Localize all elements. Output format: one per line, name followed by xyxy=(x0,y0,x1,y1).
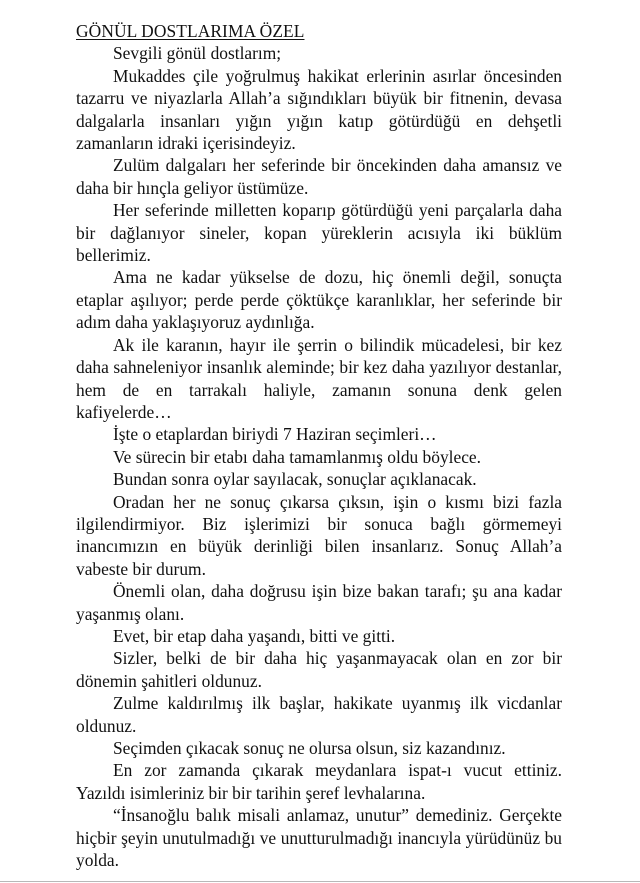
paragraph: Her seferinde milletten koparıp götürdüğü yeni parçalarla daha bir dağlanıyor sineler, kopan yüreklerin acısıyla iki büklüm bellerimiz. xyxy=(76,200,562,266)
paragraph: En zor zamanda çıkarak meydanlara ispat-ı vucut ettiniz. Yazıldı isimleriniz bir bir tarihin şeref levhalarına. xyxy=(76,760,562,803)
paragraph: Seçimden çıkacak sonuç ne olursa olsun, siz kazandınız. xyxy=(113,738,506,758)
paragraph: Zulüm dalgaları her seferinde bir öncekinden daha amansız ve daha bir hınçla geliyor üstümüze. xyxy=(76,155,562,198)
paragraph: Bundan sonra oylar sayılacak, sonuçlar açıklanacak. xyxy=(113,469,477,490)
document-page xyxy=(76,20,562,871)
document-title: GÖNÜL DOSTLARIMA ÖZEL xyxy=(76,21,305,41)
paragraph: Oradan her ne sonuç çıkarsa çıksın, işin o kısmı bizi fazla ilgilendirmiyor. Biz işlerimizi bir sonuca bağlı görmemeyi inancımızın en büyük derinliği bilen insanlarız. Sonuç Allah’a vabeste bir durum. xyxy=(76,491,562,579)
paragraph: Ve sürecin bir etabı daha tamamlanmış oldu böylece. xyxy=(113,446,481,467)
page-bottom-rule xyxy=(0,881,640,882)
paragraph: “İnsanoğlu balık misali anlamaz, unutur” demediniz. Gerçekte hiçbir şeyin unutulmadığı ve unutturulmadığı inancıyla yürüdünüz bu yolda. xyxy=(76,805,562,871)
paragraph: Sevgili gönül dostlarım; xyxy=(113,43,282,64)
paragraph: Ama ne kadar yükselse de dozu, hiç önemli değil, sonuçta etaplar aşılıyor; perde perde çöktükçe karanlıklar, her seferinde bir adım daha yaklaşıyoruz aydınlığa. xyxy=(76,267,562,333)
paragraph: Zulme kaldırılmış ilk başlar, hakikate uyanmış ilk vicdanlar oldunuz. xyxy=(76,693,562,736)
paragraph: İşte o etaplardan biriydi 7 Haziran seçimleri… xyxy=(113,424,437,445)
paragraph: Evet, bir etap daha yaşandı, bitti ve gitti. xyxy=(113,625,396,646)
paragraph: Önemli olan, daha doğrusu işin bize bakan tarafı; şu ana kadar yaşanmış olanı. xyxy=(76,581,562,624)
paragraph: Mukaddes çile yoğrulmuş hakikat erlerinin asırlar öncesinden tazarru ve niyazlarla Allah’a sığındıkları büyük bir fitnenin, devasa dalgalarla insanları yığın yığın katıp götürdüğü en dehşetli zamanların idraki içerisindeyiz. xyxy=(76,65,562,154)
paragraph: Sizler, belki de bir daha hiç yaşanmayacak olan en zor bir dönemin şahitleri oldunuz. xyxy=(76,648,562,691)
paragraph: Ak ile karanın, hayır ile şerrin o bilindik mücadelesi, bir kez daha sahneleniyor insanlık aleminde; bir kez daha yazılıyor destanlar, hem de en tarrakalı haliyle, zamanın sonuna denk gelen kafiyelerde… xyxy=(76,334,562,422)
